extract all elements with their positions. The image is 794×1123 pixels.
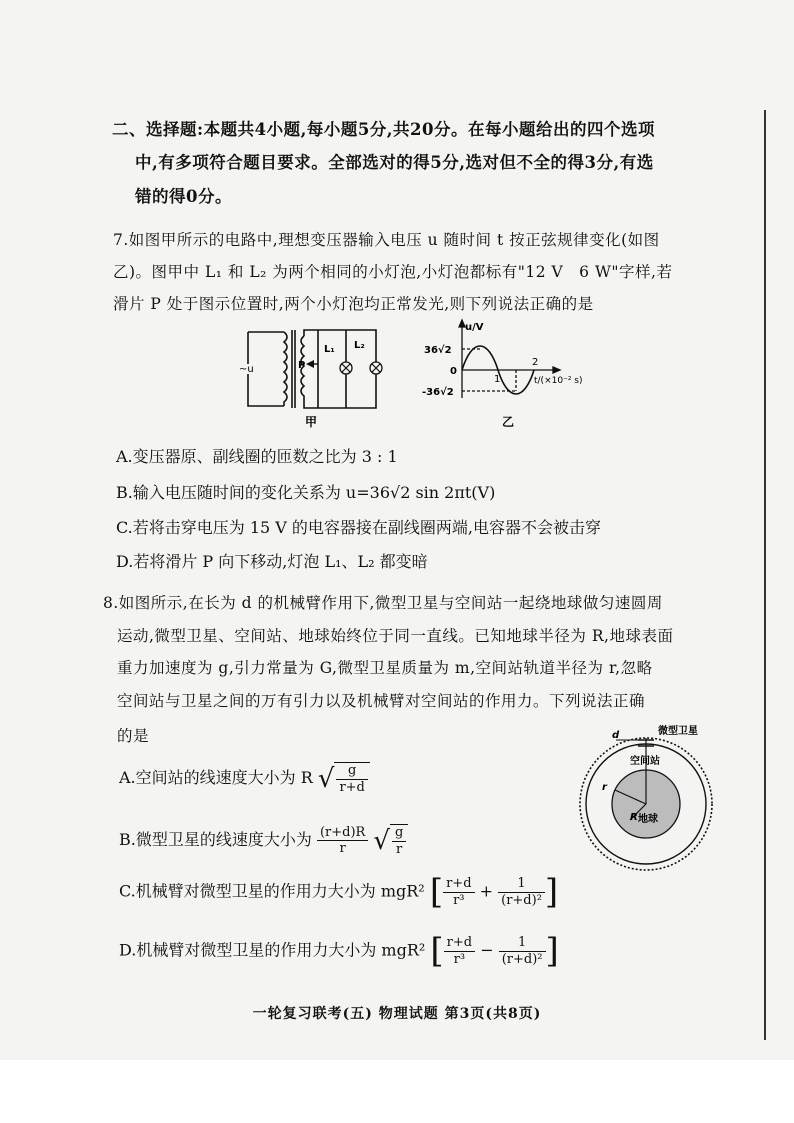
graph-y-min: -36√2 xyxy=(422,387,454,398)
q8-option-b-text: B.微型卫星的线速度大小为 xyxy=(119,830,312,850)
fraction-denominator: (r+d)² xyxy=(501,951,543,967)
fraction-numerator: g xyxy=(392,825,406,842)
q7-option-d: D.若将滑片 P 向下移动,灯泡 L₁、L₂ 都变暗 xyxy=(116,552,428,571)
fraction-numerator: r+d xyxy=(443,876,474,893)
label-earth: 地球 xyxy=(638,814,658,825)
caption-jia: 甲 xyxy=(305,415,318,429)
fraction-numerator: 1 xyxy=(499,935,546,952)
q8-orbit-diagram xyxy=(572,720,722,875)
graph-tick-2: 2 xyxy=(532,357,539,368)
fraction-denominator: r³ xyxy=(453,951,466,967)
q8-option-c: C.机械臂对微型卫星的作用力大小为 mgR² [ $\frac{r+d}{\text{r³}}$ + $\frac{1}{\text{(r+d)²}}$ ] xyxy=(119,872,559,912)
page-edge-rule xyxy=(764,110,766,1040)
q8-stem-line3: 重力加速度为 g,引力常量为 G,微型卫星质量为 m,空间站轨道半径为 r,忽略 xyxy=(117,659,653,677)
q7-stem-line2: 乙)。图甲中 L₁ 和 L₂ 为两个相同的小灯泡,小灯泡都标有"12 V 6 W"字样,若 xyxy=(113,263,673,281)
label-r: r xyxy=(602,782,607,793)
label-l1: L₁ xyxy=(324,344,335,355)
fraction-denominator: r³ xyxy=(453,892,465,908)
label-p: P xyxy=(298,360,306,371)
graph-y-max: 36√2 xyxy=(424,345,452,356)
q7-option-a: A.变压器原、副线圈的匝数之比为 3 : 1 xyxy=(116,447,398,466)
q8-option-a xyxy=(119,762,370,795)
graph-origin: 0 xyxy=(450,366,457,377)
label-R: R xyxy=(630,812,638,823)
fraction-denominator: r xyxy=(396,841,403,857)
section-header-line3: 错的得0分。 xyxy=(135,187,232,206)
graph-tick-1: 1 xyxy=(494,374,501,385)
fraction-denominator: r xyxy=(339,841,346,857)
label-u: ~u xyxy=(239,364,254,375)
caption-yi: 乙 xyxy=(502,415,515,429)
q8-option-b xyxy=(119,824,408,857)
q8-stem-line4: 空间站与卫星之间的万有引力以及机械臂对空间站的作用力。下列说法正确 xyxy=(117,692,646,710)
q7-sine-graph xyxy=(422,318,597,436)
graph-x-label: t/(×10⁻² s) xyxy=(534,376,583,386)
q7-option-b: B.输入电压随时间的变化关系为 u=36√2 sin 2πt(V) xyxy=(116,483,496,502)
q8-option-a-text: A.空间站的线速度大小为 R xyxy=(119,768,313,788)
label-d: d xyxy=(612,730,620,741)
label-station: 空间站 xyxy=(630,756,660,767)
operator: − xyxy=(480,940,494,960)
fraction-numerator: r+d xyxy=(444,935,475,952)
q7-circuit-diagram xyxy=(236,322,406,432)
q7-stem-line1: 7.如图甲所示的电路中,理想变压器输入电压 u 随时间 t 按正弦规律变化(如图 xyxy=(113,231,660,249)
page-footer: 一轮复习联考(五) 物理试题 第3页(共8页) xyxy=(252,1006,542,1022)
q8-option-d-text: D.机械臂对微型卫星的作用力大小为 mgR² xyxy=(119,940,426,960)
sqrt-expression: √ $\frac{g}{r}$ xyxy=(373,824,408,857)
label-l2: L₂ xyxy=(354,340,365,351)
fraction-numerator: (r+d)R xyxy=(317,825,368,842)
section-header-line2: 中,有多项符合题目要求。全部选对的得5分,选对但不全的得3分,有选 xyxy=(135,153,654,172)
q8-stem-line5: 的是 xyxy=(117,727,150,745)
q8-option-d: D.机械臂对微型卫星的作用力大小为 mgR² [ $\frac{r+d}{\text{r³}}$ − $\frac{1}{\text{(r+d)²}}$ ] xyxy=(119,931,559,971)
fraction-numerator: g xyxy=(336,763,367,780)
q7-stem-line3: 滑片 P 处于图示位置时,两个小灯泡均正常发光,则下列说法正确的是 xyxy=(113,295,594,313)
q8-option-c-text: C.机械臂对微型卫星的作用力大小为 mgR² xyxy=(119,881,425,901)
fraction-numerator: 1 xyxy=(498,876,545,893)
section-header-line1: 二、选择题:本题共4小题,每小题5分,共20分。在每小题给出的四个选项 xyxy=(112,120,656,139)
q8-stem-line1: 8.如图所示,在长为 d 的机械臂作用下,微型卫星与空间站一起绕地球做匀速圆周 xyxy=(103,594,663,612)
fraction-denominator: (r+d)² xyxy=(501,892,542,908)
operator: + xyxy=(479,881,494,901)
graph-y-label: u/V xyxy=(465,322,484,333)
q7-option-c: C.若将击穿电压为 15 V 的电容器接在副线圈两端,电容器不会被击穿 xyxy=(116,518,602,537)
label-satellite: 微型卫星 xyxy=(658,726,698,737)
fraction-denominator: r+d xyxy=(339,779,365,795)
sqrt-expression: √ $\frac{g}{r+d}$ xyxy=(318,762,370,795)
q8-stem-line2: 运动,微型卫星、空间站、地球始终位于同一直线。已知地球半径为 R,地球表面 xyxy=(117,627,674,645)
